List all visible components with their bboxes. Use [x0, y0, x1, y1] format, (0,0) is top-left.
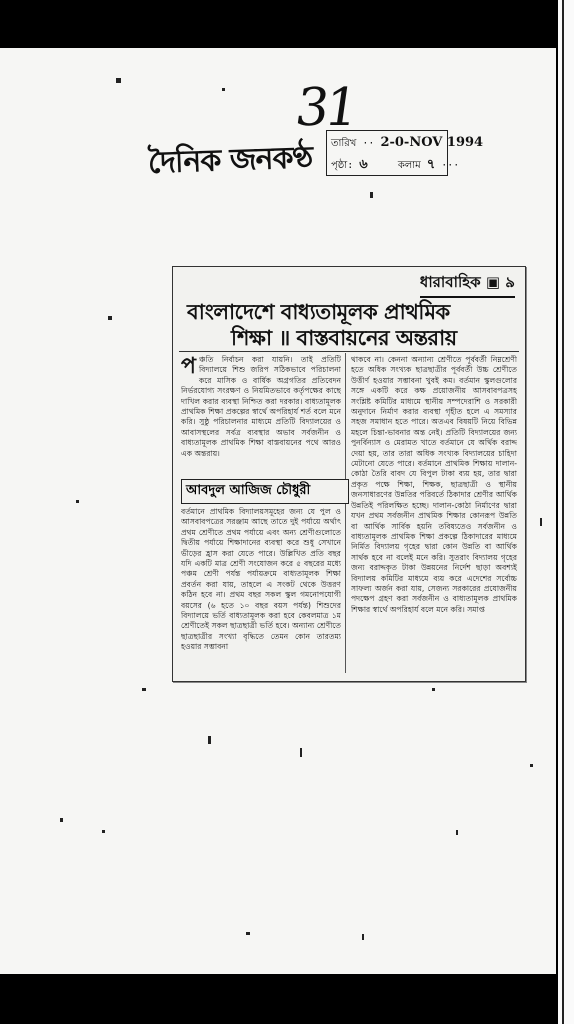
scan-speck [116, 78, 121, 83]
article-body-right-column: থাকবে না। কেননা অন্যান্য শ্রেণীতে পূর্ববর্তী নিম্নশ্রেণী হতে অধিক সংখ্যক ছাত্রছাত্রীর পূর্ববর্তী উচ্চ শ্রেণীতে উত্তীর্ণ হওয়ার সম্ভাবনা খুবই কম। বর্তমান স্কুলগুলোর সঙ্গে একটি করে কক্ষ প্রয়োজনীয় আসবাবপত্রসহ সংশ্লিষ্ট কমিটির মাধ্যমে স্থানীয় সম্পদেরাশি ও সরকারী অনুদানে নির্মাণ করার ব্যবস্থা গৃহীত হলে এ সমস্যার সহজ সমাধান হতে পারে। অতএব বিষয়টি নিয়ে বিভিন্ন মহলে চিন্তা-ভাবনার অন্ত নেই। প্রতিটি বিদ্যালয়ের জন্য পুনর্বিন্যাস ও মেরামত খাতে বর্তমানে যে অর্থিক বরাদ্দ দেয়া হয়, তার তারা অধিক সংখ্যক বিদ্যালয়ের চাহিদা মেটানো যেতে পারে। বর্তমানে প্রাথমিক শিক্ষায় দালান-কোঠা তৈরি বাবদ যে বিপুল টাকা ব্যয় হয়, তার দ্বারা প্রকৃত পক্ষে শিক্ষা, শিক্ষক, ছাত্রছাত্রী ও স্থানীয় জনসাধারণের উন্নতির পরিবর্তে ঠিকাদার শ্রেণীর আর্থিক উন্নতিই পরিলক্ষিত হচ্ছে। দালান-কোঠা নির্মাণের দ্বারা যখন প্রথম সর্বজনীন প্রাথমিক শিক্ষার কোনরূপ উন্নতি বা আর্থিক সার্বিক হয়নি তবিষ্যতেও সর্বজনীন ও বাধ্যতামূলক প্রাথমিক শিক্ষা প্রকল্পে ঠিকাদারের মাধ্যমে নির্মিত বিদ্যালয় গৃহের দ্বারা কোন উন্নতি বা আর্থিক সার্থক হবে না বলেই মনে করি। সুতরাং বিদ্যালয় গৃহের জন্য বরাদ্দকৃত টাকা উন্নয়নের নির্দেশ ছাড়া অবশ্যই বিদ্যালয় কমিটির মাধ্যমে ব্যয় করে এদেশের সর্বোচ্চ সাফল্য অর্জন করা যায়, সেজন্য সরকারের প্রযোজনীয় পদক্ষেপ গ্রহণ করা সর্বজনীন ও বাধ্যতামূলক প্রাথমিক শিক্ষার স্বার্থে অপরিহার্য বলে মনে করি। সমাপ্ত [351, 355, 517, 614]
scan-edge-line [562, 0, 564, 1024]
drop-cap: প [181, 355, 196, 379]
scan-speck [76, 500, 79, 503]
newspaper-clipping-sheet [0, 48, 556, 974]
date-stamp: তারিখ ·· 2-0-NOV 1994 পৃষ্ঠা: ৬ কলাম ৭ ··· [326, 130, 448, 176]
scan-speck [530, 764, 533, 767]
stamp-page-value: ৬ [359, 157, 368, 172]
scan-speck [102, 830, 105, 833]
stamp-column-label: কলাম [397, 160, 421, 171]
article-headline [187, 299, 513, 351]
stamp-date-value: 2-0-NOV 1994 [380, 135, 484, 150]
scan-speck [246, 932, 250, 935]
scan-speck [456, 830, 458, 835]
column-divider [345, 353, 346, 673]
scan-speck [108, 316, 112, 320]
scan-speck [370, 192, 373, 198]
article-byline: আবদুল আজিজ চৌধুরী [181, 479, 349, 504]
scan-speck [142, 688, 146, 691]
handwritten-page-number: 31 [291, 78, 359, 138]
scan-speck [222, 88, 225, 91]
scan-speck [208, 736, 211, 744]
article-clipping [172, 266, 526, 682]
stamp-date-label: তারিখ [331, 138, 357, 149]
scan-speck [540, 518, 542, 526]
headline-rule [179, 351, 519, 352]
article-intro-text: ঞ্চতি নির্বাচন করা যায়নি। তাই প্রতিটি বিদ্যালয়ে শিশু জরিপ সঠিকভাবে পরিচালনা করে মাসিক ও বার্ষিক অগ্রগতির প্রতিবেদন নির্ভরযোগ্য সংরক্ষণ ও নিয়মিতভাবে কর্তৃপক্ষের কাছে দাখিল করার ব্যবস্থা নিশ্চিত করা দরকার। বাধ্যতামূলক প্রাথমিক শিক্ষা প্রকল্পের স্বার্থে অপরিহার্য শর্ত বলে মনে করি। সুষ্ঠু পরিচালনার মাধ্যমে প্রতিটি বিদ্যালয়ের ও আবাসস্থলের সর্বত্র ব্যবস্থার অভাব সর্বজনীন ও বাধ্যতামূলক প্রাথমিক শিক্ষা বাস্তবায়নের পথে আরও এক অন্তরায়। [181, 355, 341, 458]
stamp-page-label: পৃষ্ঠা [331, 160, 348, 171]
article-intro-column [181, 355, 341, 495]
scan-speck [300, 748, 302, 757]
scan-edge-strip [558, 0, 574, 1024]
scan-speck [60, 818, 63, 822]
series-label: ধারাবাহিক ▣ ৯ [420, 271, 515, 298]
headline-line-1: বাংলাদেশে বাধ্যতামূলক প্রাথমিক [187, 299, 450, 324]
scan-speck [432, 688, 435, 691]
article-body-left-column: বর্তমানে প্রাথমিক বিদ্যালয়সমূহের জন্য যে পুল ও আসবাবপত্রের সরঞ্জাম আছে তাতে দুই পর্যায়ে অর্থাৎ প্রথম শ্রেণীতে প্রথম পর্যায়ে এবং অন্য শ্রেণীগুলোতে দ্বিতীয় পর্যায়ে শিক্ষাদানের ব্যবস্থা করে শুধু সেখানে ভীড়ের হ্রাস করা যেতে পারে। উল্লিখিত প্রতি বছর যদি একটি মাত্র শ্রেণী সংযোজন করে ৫ বছরের মধ্যে পঞ্চম শ্রেণী পর্যন্ত পর্যায়ক্রমে বাধ্যতামূলক শিক্ষা প্রবর্তন করা যায়, তাহলে এ সংকট থেকে উত্তরণ কঠিন হবে না। প্রথম বছর সকল স্কুল গমনোপযোগী বয়সের (৬ হতে ১০ বছর বয়স পর্যন্ত) শিশুদের বিদ্যালয়ে ভর্তি বাধ্যতামূলক করা হবে কেবলমাত্র ১ম শ্রেণীতেই সকল ছাত্রছাত্রী ভর্তি হবে। অন্যান্য শ্রেণীতে ছাত্রছাত্রীর সংখ্যা বৃদ্ধিতে তেমন কোন তারতম্য হওয়ার সম্ভাবনা [181, 507, 341, 652]
headline-line-2: শিক্ষা ॥ বাস্তবায়নের অন্তরায় [231, 325, 457, 350]
newspaper-masthead: দৈনিক জনকণ্ঠ [147, 140, 313, 181]
scan-speck [362, 934, 364, 940]
stamp-column-value: ৭ [426, 157, 436, 172]
